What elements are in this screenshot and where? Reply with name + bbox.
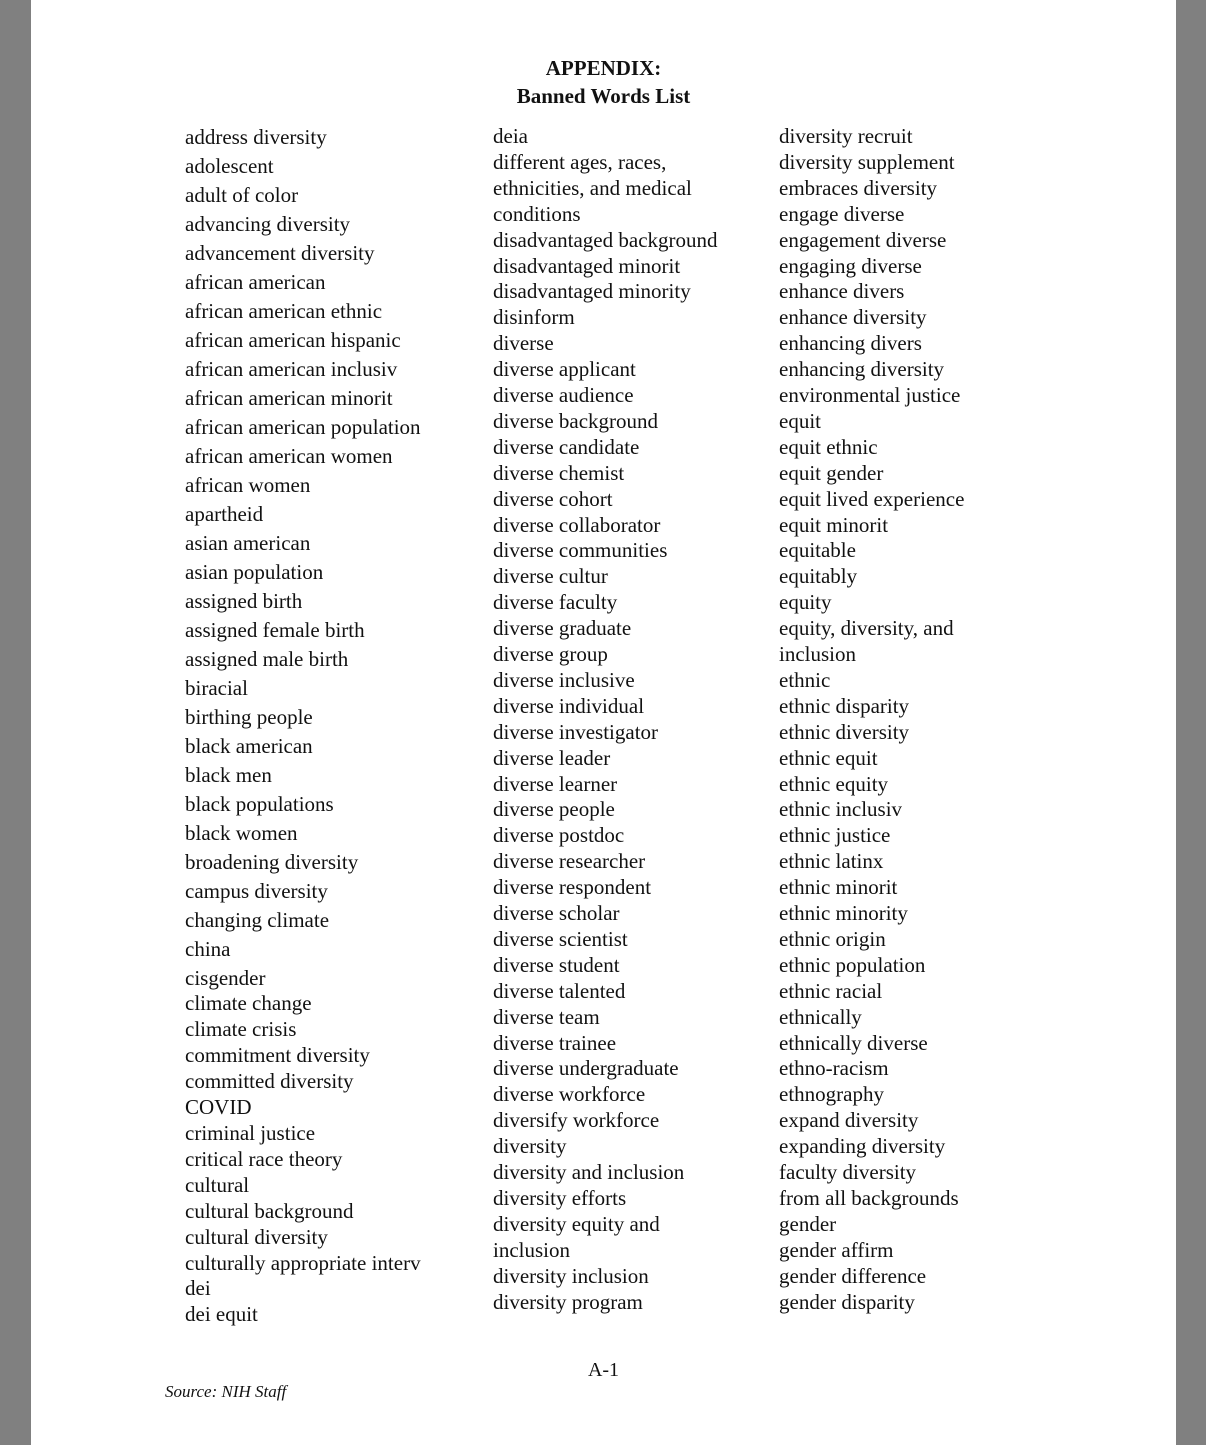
banned-word-item: diverse leader <box>493 745 611 770</box>
banned-word-item: diverse individual <box>493 693 645 718</box>
banned-word-item: african american hispanic <box>185 328 401 352</box>
banned-word-item: ethnic origin <box>779 926 886 951</box>
banned-word-item: from all backgrounds <box>779 1185 959 1210</box>
banned-word-item: diverse collaborator <box>493 512 661 537</box>
banned-word-item: diversity efforts <box>493 1185 627 1210</box>
banned-word-item: diversity inclusion <box>493 1263 649 1288</box>
banned-word-item: diverse undergraduate <box>493 1056 679 1081</box>
banned-word-item: ethnic minorit <box>779 875 898 900</box>
banned-word-item: diverse chemist <box>493 460 625 485</box>
banned-word-item: diversity recruit <box>779 124 913 148</box>
banned-word-item: diverse <box>493 331 554 356</box>
banned-word-item: diverse graduate <box>493 616 632 641</box>
banned-word-item: african american inclusiv <box>185 357 398 381</box>
banned-word-item: black women <box>185 821 298 845</box>
banned-word-item: equit ethnic <box>779 434 878 459</box>
banned-word-item: diverse team <box>493 1004 600 1029</box>
banned-word-item: expand diversity <box>779 1108 919 1133</box>
banned-word-item: diversity supplement <box>779 149 955 174</box>
banned-word-item: diverse cohort <box>493 486 613 511</box>
banned-word-item: assigned male birth <box>185 647 349 671</box>
banned-word-item: cultural background <box>185 1198 354 1223</box>
banned-word-item: african women <box>185 473 311 497</box>
banned-word-item: diverse applicant <box>493 357 636 382</box>
banned-word-item: ethnic inclusiv <box>779 797 903 822</box>
banned-word-item: african american minorit <box>185 386 393 410</box>
banned-word-item: ethnic disparity <box>779 693 910 718</box>
banned-word-item: ethno-racism <box>779 1056 889 1081</box>
banned-word-item: committed diversity <box>185 1068 354 1093</box>
banned-word-item: ethnic population <box>779 952 926 977</box>
document-page <box>31 0 1176 1445</box>
banned-word-item: diverse faculty <box>493 590 618 615</box>
banned-word-item: asian population <box>185 560 324 584</box>
banned-word-item: ethnic racial <box>779 978 883 1003</box>
banned-word-item: african american population <box>185 415 421 439</box>
banned-word-item: ethnically <box>779 1004 862 1029</box>
banned-word-item: enhancing divers <box>779 331 922 356</box>
banned-word-item: environmental justice <box>779 383 961 407</box>
title-line-banned-words: Banned Words List <box>516 84 691 108</box>
banned-word-item: advancement diversity <box>185 241 375 265</box>
banned-word-item: cultural diversity <box>185 1224 328 1249</box>
banned-word-item: diversity program <box>493 1289 643 1314</box>
banned-word-item: culturally appropriate interv <box>185 1250 421 1275</box>
banned-word-item: diverse inclusive <box>493 667 635 692</box>
banned-word-item: ethnic <box>779 667 831 692</box>
banned-word-item: african american <box>185 270 326 294</box>
banned-word-item: biracial <box>185 676 248 700</box>
banned-word-item: adolescent <box>185 154 274 178</box>
banned-word-item: diverse candidate <box>493 434 640 459</box>
banned-word-item: conditions <box>493 201 581 226</box>
banned-word-item: engage diverse <box>779 201 905 226</box>
banned-word-item: deia <box>493 124 528 148</box>
banned-word-item: diverse postdoc <box>493 823 625 848</box>
banned-word-item: diverse background <box>493 408 659 433</box>
banned-word-item: equitable <box>779 538 856 563</box>
banned-word-item: disinform <box>493 305 575 330</box>
banned-word-item: diversify workforce <box>493 1108 660 1133</box>
banned-word-item: COVID <box>185 1094 252 1119</box>
source-note: Source: NIH Staff <box>165 1382 287 1401</box>
banned-word-item: black populations <box>185 792 334 816</box>
banned-word-item: diverse audience <box>493 383 634 407</box>
banned-word-item: disadvantaged minorit <box>493 253 681 278</box>
banned-word-item: diversity and inclusion <box>493 1160 685 1184</box>
title-line-appendix: APPENDIX: <box>545 56 662 80</box>
banned-word-item: african american ethnic <box>185 299 383 323</box>
banned-word-item: address diversity <box>185 125 327 149</box>
banned-word-item: climate crisis <box>185 1016 297 1041</box>
banned-word-item: equity, diversity, and <box>779 616 954 641</box>
banned-word-item: gender affirm <box>779 1237 894 1262</box>
banned-word-item: different ages, races, <box>493 149 667 174</box>
banned-word-item: black men <box>185 763 272 787</box>
banned-word-item: asian american <box>185 531 311 555</box>
banned-word-item: advancing diversity <box>185 212 351 236</box>
banned-word-item: equitably <box>779 564 858 589</box>
banned-word-item: ethnic latinx <box>779 849 884 874</box>
banned-word-item: ethnic equit <box>779 745 878 770</box>
banned-word-item: cultural <box>185 1172 250 1197</box>
page-title <box>31 54 1176 110</box>
banned-word-item: assigned female birth <box>185 618 365 642</box>
banned-word-item: gender <box>779 1211 837 1236</box>
banned-word-item: enhancing diversity <box>779 357 945 382</box>
page-number: A-1 <box>587 1359 620 1381</box>
banned-word-item: assigned birth <box>185 589 303 613</box>
banned-word-item: ethnicities, and medical <box>493 175 692 200</box>
banned-word-item: apartheid <box>185 502 264 526</box>
banned-word-item: equit minorit <box>779 512 889 537</box>
banned-word-item: dei equit <box>185 1302 258 1327</box>
banned-word-item: ethnically diverse <box>779 1030 928 1055</box>
banned-word-item: enhance diversity <box>779 305 927 330</box>
banned-word-item: diverse learner <box>493 771 618 796</box>
banned-word-item: diverse student <box>493 952 620 977</box>
banned-word-item: expanding diversity <box>779 1134 946 1159</box>
banned-word-item: equit <box>779 408 821 433</box>
banned-word-item: dei <box>185 1276 211 1301</box>
banned-word-item: ethnic equity <box>779 771 889 796</box>
banned-word-item: diverse communities <box>493 538 668 563</box>
banned-word-item: ethnography <box>779 1082 884 1107</box>
banned-word-item: diverse group <box>493 642 608 666</box>
banned-word-item: african american women <box>185 444 393 468</box>
banned-word-item: diverse researcher <box>493 849 646 874</box>
banned-word-item: enhance divers <box>779 279 905 304</box>
banned-word-item: gender disparity <box>779 1289 915 1314</box>
banned-word-item: embraces diversity <box>779 175 938 200</box>
banned-word-item: faculty diversity <box>779 1160 917 1184</box>
banned-word-item: china <box>185 937 231 961</box>
banned-word-item: ethnic diversity <box>779 719 910 744</box>
banned-word-item: birthing people <box>185 705 313 729</box>
banned-word-item: critical race theory <box>185 1146 343 1171</box>
banned-word-item: broadening diversity <box>185 850 359 874</box>
banned-word-item: criminal justice <box>185 1120 316 1145</box>
banned-word-item: ethnic minority <box>779 901 908 925</box>
banned-word-item: engagement diverse <box>779 227 947 252</box>
banned-word-item: diverse scholar <box>493 901 620 925</box>
banned-word-item: changing climate <box>185 908 330 932</box>
banned-word-item: equit lived experience <box>779 486 965 511</box>
banned-word-item: disadvantaged background <box>493 227 718 252</box>
banned-word-item: diversity equity and <box>493 1211 660 1236</box>
banned-word-item: adult of color <box>185 183 299 207</box>
banned-word-item: diverse workforce <box>493 1082 646 1107</box>
banned-word-item: diverse investigator <box>493 719 659 744</box>
banned-word-item: inclusion <box>779 642 856 666</box>
banned-word-item: commitment diversity <box>185 1042 370 1067</box>
banned-word-item: black american <box>185 734 313 758</box>
banned-word-item: diverse respondent <box>493 875 652 900</box>
banned-word-item: equit gender <box>779 460 884 485</box>
banned-word-item: diverse scientist <box>493 926 628 951</box>
banned-word-item: diverse cultur <box>493 564 608 589</box>
banned-word-item: diverse talented <box>493 978 626 1003</box>
banned-word-item: diverse people <box>493 797 615 822</box>
banned-word-item: gender difference <box>779 1263 927 1288</box>
banned-word-item: engaging diverse <box>779 253 922 278</box>
banned-word-item: campus diversity <box>185 879 328 903</box>
banned-word-item: ethnic justice <box>779 823 891 848</box>
banned-word-item: diverse trainee <box>493 1030 617 1055</box>
banned-word-item: cisgender <box>185 966 266 990</box>
banned-word-item: diversity <box>493 1134 567 1159</box>
banned-word-item: equity <box>779 590 832 615</box>
banned-word-item: climate change <box>185 991 312 1015</box>
banned-word-item: disadvantaged minority <box>493 279 691 304</box>
banned-word-item: inclusion <box>493 1237 570 1262</box>
